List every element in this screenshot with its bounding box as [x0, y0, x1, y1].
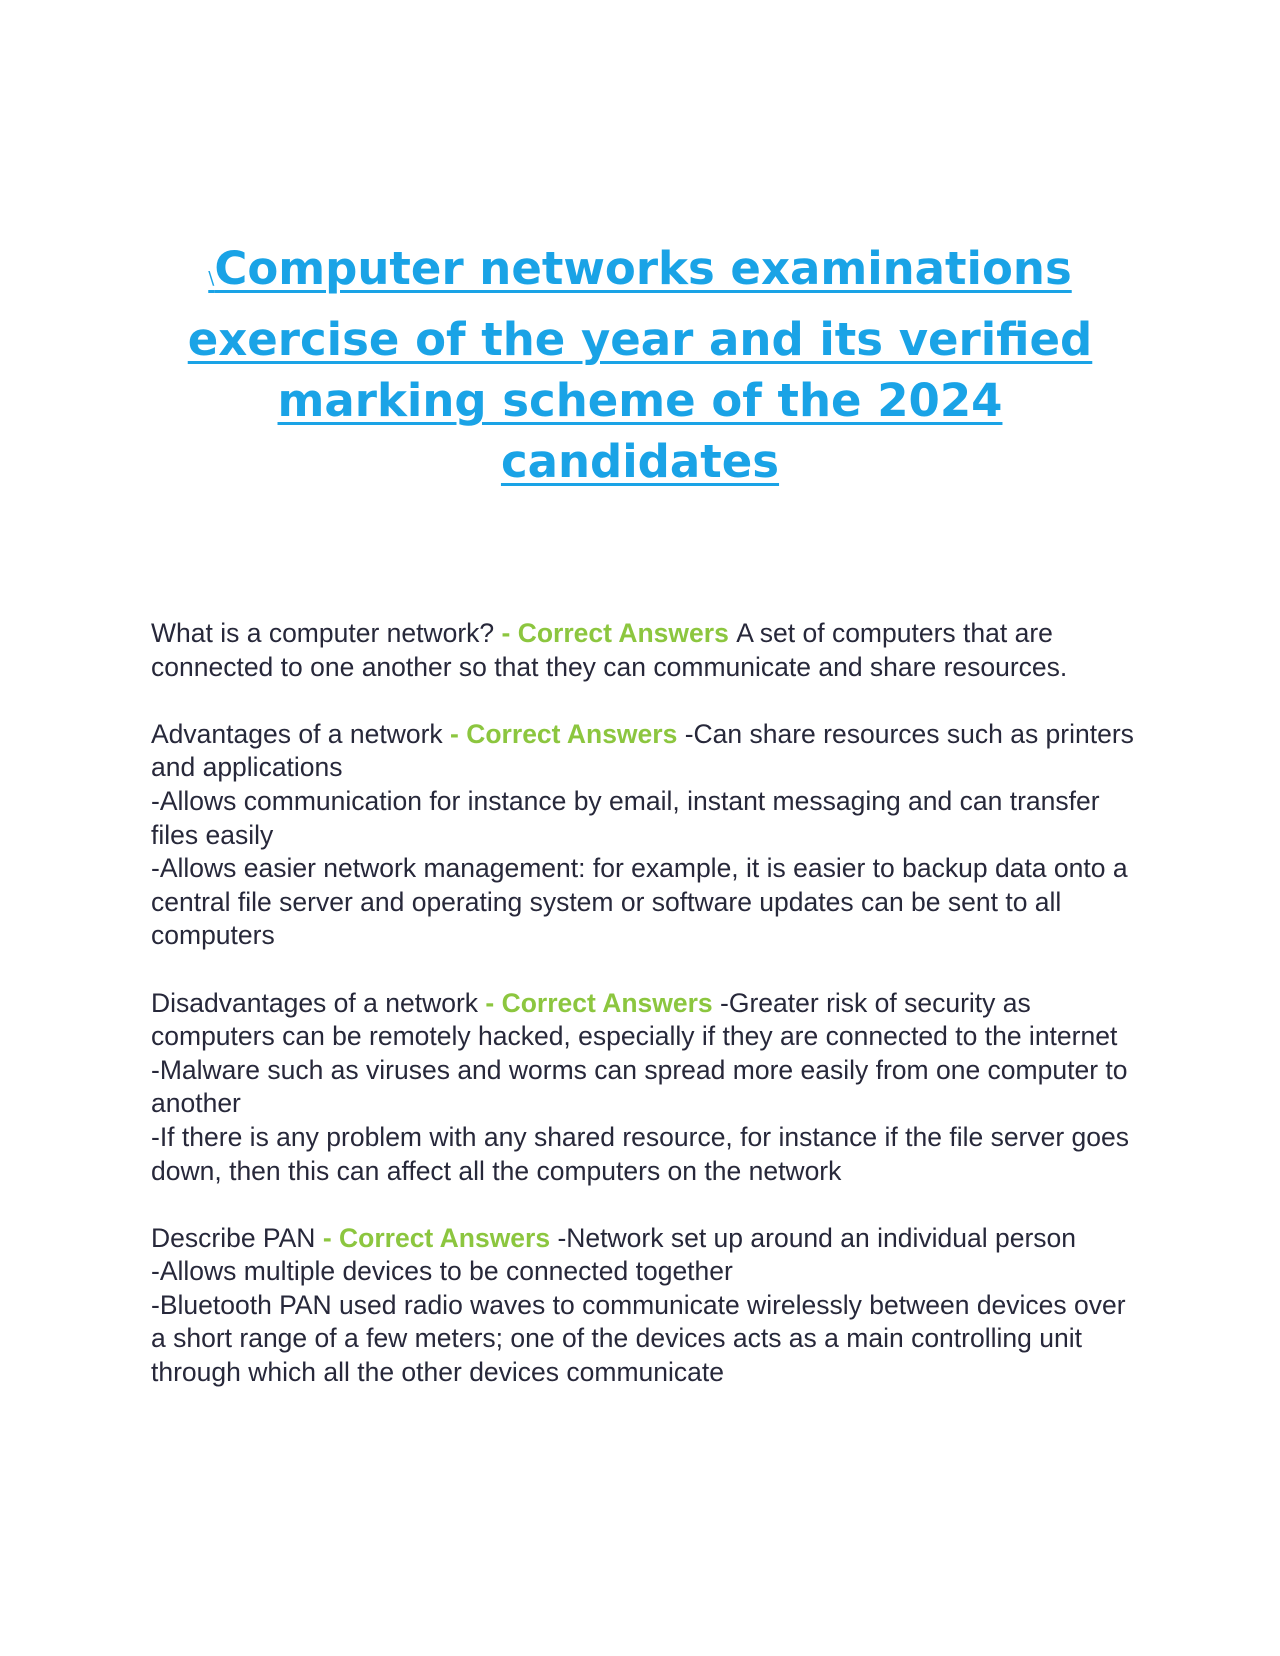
question-text: What is a computer network? [151, 618, 495, 648]
qa-item [151, 617, 1141, 684]
answer-line: -Allows multiple devices to be connected together [151, 1256, 733, 1287]
answer-line: -Bluetooth PAN used radio waves to communicate wirelessly between devices over a short range of a few meters; one of the devices acts as a main controlling unit through which all the other devices communicate [151, 1289, 1126, 1388]
question-text: Advantages of a network [151, 718, 443, 749]
correct-answers-marker: - Correct Answers [494, 618, 737, 648]
qa-list [151, 617, 1141, 1423]
qa-first-line [151, 718, 1141, 785]
answer-line: -If there is any problem with any shared resource, for instance if the file server goes down, then this can affect all the computers on the network [151, 1121, 1130, 1186]
answer-line: -Allows communication for instance by email, instant messaging and can transfer files easily [151, 785, 1100, 850]
question-text: Disadvantages of a network [151, 987, 479, 1018]
qa-item [151, 987, 1141, 1189]
answer-text: -Can share resources such as printers and applications [151, 718, 1134, 783]
question-text: Describe PAN [151, 1222, 316, 1253]
correct-answers-marker: - Correct Answers [442, 718, 685, 749]
answer-line: -Malware such as viruses and worms can spread more easily from one computer to another [151, 1054, 1128, 1119]
correct-answers-marker: - Correct Answers [315, 1222, 558, 1253]
qa-item [151, 1222, 1141, 1390]
qa-item [151, 718, 1141, 953]
answer-line: -Allows easier network management: for example, it is easier to backup data onto a central file server and operating system or software updates can be sent to all computers [151, 853, 1128, 951]
document-title [150, 238, 1130, 492]
answer-text: A set of computers that are connected to one another so that they can communicate and share resources. [151, 618, 1068, 682]
correct-answers-marker: - Correct Answers [478, 987, 721, 1018]
qa-first-line [151, 1222, 1141, 1256]
document-title-text: Computer networks examinations exercise of the year and its verified marking scheme of the 2024 candidates [187, 242, 1093, 488]
qa-first-line [151, 617, 1141, 684]
title-block [150, 238, 1130, 492]
answer-text: -Network set up around an individual person [557, 1222, 1076, 1253]
answer-text: -Greater risk of security as computers can be remotely hacked, especially if they are connected to the internet [151, 987, 1118, 1052]
qa-first-line [151, 987, 1141, 1054]
title-prefix-mark: \ [208, 268, 215, 289]
